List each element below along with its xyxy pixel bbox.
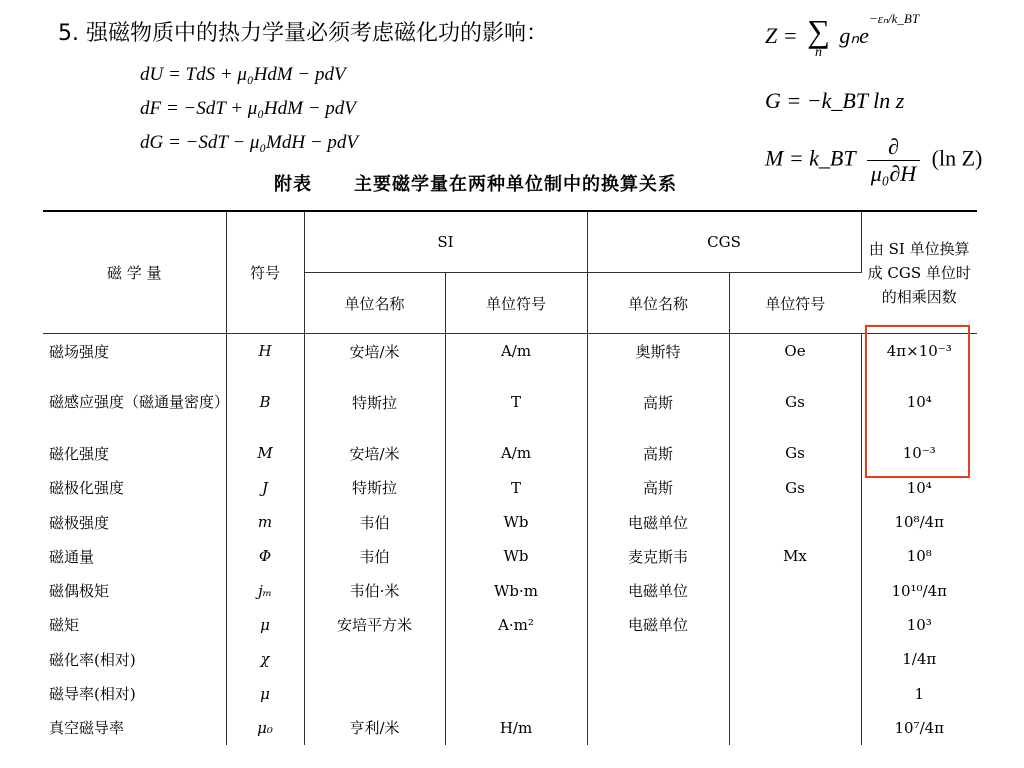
equation-dG: dG = −SdT − μ₀MdH − pdV <box>140 132 359 153</box>
cell-si-symbol: A/m <box>445 334 587 369</box>
cell-cgs-symbol <box>729 711 861 745</box>
cell-si-name: 安培平方米 <box>304 608 445 642</box>
sigma-index: n <box>815 45 822 60</box>
cell-cgs-symbol: Gs <box>729 368 861 436</box>
cell-symbol: B <box>226 368 304 436</box>
cell-symbol: H <box>226 334 304 369</box>
cell-cgs-name <box>587 711 729 745</box>
header-si: SI <box>304 211 587 273</box>
cell-si-symbol: Wb <box>445 505 587 539</box>
eq-m-numerator: ∂ <box>867 134 920 161</box>
conversion-table <box>43 210 977 745</box>
cell-factor: 10⁷/4π <box>894 718 945 737</box>
cell-cgs-name: 电磁单位 <box>587 608 729 642</box>
header-cgs-unit-symbol: 单位符号 <box>729 273 861 334</box>
table-row <box>43 505 977 539</box>
eq-m-denominator: μ₀∂H <box>870 161 917 186</box>
table-row <box>43 608 977 642</box>
cell-cgs-name: 高斯 <box>587 368 729 436</box>
cell-symbol: μ <box>226 676 304 710</box>
slide-heading: 5. 强磁物质中的热力学量必须考虑磁化功的影响： <box>58 21 548 46</box>
table-title-text: 主要磁学量在两种单位制中的换算关系 <box>354 174 677 195</box>
equation-gibbs: G = −k_BT ln z <box>765 88 905 113</box>
cell-quantity: 磁矩 <box>43 608 226 642</box>
cell-cgs-name <box>587 676 729 710</box>
sigma-symbol <box>807 13 830 60</box>
cell-symbol: μ <box>226 608 304 642</box>
equation-dF: dF = −SdT + μ₀HdM − pdV <box>140 98 356 119</box>
table-row <box>43 676 977 710</box>
cell-cgs-symbol <box>729 608 861 642</box>
cell-symbol: jₘ <box>226 573 304 607</box>
cell-cgs-symbol <box>729 642 861 676</box>
cell-quantity: 真空磁导率 <box>43 711 226 745</box>
cell-quantity: 磁通量 <box>43 539 226 573</box>
cell-quantity: 磁感应强度（磁通量密度） <box>43 368 226 436</box>
cell-factor: 10⁴ <box>906 478 932 497</box>
equation-dU: dU = TdS + μ₀HdM − pdV <box>140 64 346 85</box>
cell-si-symbol: Wb <box>445 539 587 573</box>
cell-factor: 10⁴ <box>906 393 932 412</box>
cell-cgs-symbol <box>729 676 861 710</box>
eq-m-lhs: M = k_BT <box>765 145 856 171</box>
equation-magnetization <box>765 134 982 187</box>
cell-symbol: χ <box>226 642 304 676</box>
table-title-prefix: 附表 <box>274 174 312 195</box>
cell-cgs-name <box>587 642 729 676</box>
eq-m-tail: (ln Z) <box>931 145 983 171</box>
cell-si-name: 特斯拉 <box>304 471 445 505</box>
cell-symbol: m <box>226 505 304 539</box>
eq-m-fraction <box>867 134 920 187</box>
cell-si-symbol: Wb·m <box>445 573 587 607</box>
cell-quantity: 磁偶极矩 <box>43 573 226 607</box>
cell-si-name: 韦伯 <box>304 505 445 539</box>
cell-si-name <box>304 676 445 710</box>
cell-quantity: 磁化强度 <box>43 436 226 470</box>
cell-si-name: 亨利/米 <box>304 711 445 745</box>
cell-symbol: J <box>226 471 304 505</box>
table-row <box>43 642 977 676</box>
cell-si-symbol: T <box>445 471 587 505</box>
table-row <box>43 573 977 607</box>
cell-quantity: 磁场强度 <box>43 334 226 369</box>
cell-si-symbol: A/m <box>445 436 587 470</box>
cell-factor: 4π×10⁻³ <box>886 342 952 361</box>
cell-quantity: 磁极强度 <box>43 505 226 539</box>
header-si-unit-name: 单位名称 <box>304 273 445 334</box>
cell-factor: 10⁸/4π <box>894 513 945 532</box>
cell-si-name: 安培/米 <box>304 334 445 369</box>
cell-si-symbol: A·m² <box>445 608 587 642</box>
cell-quantity: 磁极化强度 <box>43 471 226 505</box>
sigma-glyph: ∑ <box>807 13 830 49</box>
header-cgs-unit-name: 单位名称 <box>587 273 729 334</box>
cell-factor: 1 <box>914 684 925 703</box>
cell-si-name: 特斯拉 <box>304 368 445 436</box>
cell-factor: 10⁻³ <box>902 444 936 463</box>
table-title <box>274 170 677 196</box>
cell-cgs-name: 麦克斯韦 <box>587 539 729 573</box>
cell-quantity: 磁化率(相对) <box>43 642 226 676</box>
eq-z-body: gₙe <box>839 23 869 49</box>
cell-cgs-symbol <box>729 573 861 607</box>
cell-si-symbol: H/m <box>445 711 587 745</box>
table-row <box>43 334 977 369</box>
cell-cgs-name: 高斯 <box>587 471 729 505</box>
cell-factor: 10¹⁰/4π <box>891 581 948 600</box>
cell-symbol: Φ <box>226 539 304 573</box>
cell-symbol: μ₀ <box>226 711 304 745</box>
cell-cgs-name: 奥斯特 <box>587 334 729 369</box>
cell-cgs-symbol: Gs <box>729 436 861 470</box>
cell-cgs-symbol: Oe <box>729 334 861 369</box>
cell-factor: 10³ <box>906 615 932 634</box>
table-row <box>43 539 977 573</box>
factor-highlight-box <box>865 325 970 478</box>
cell-cgs-symbol: Gs <box>729 471 861 505</box>
cell-cgs-name: 电磁单位 <box>587 573 729 607</box>
header-quantity: 磁 学 量 <box>43 211 226 334</box>
equation-partition-function <box>765 10 920 60</box>
cell-si-name: 韦伯 <box>304 539 445 573</box>
cell-cgs-symbol <box>729 505 861 539</box>
header-cgs: CGS <box>587 211 861 273</box>
cell-factor: 1/4π <box>902 650 937 669</box>
cell-cgs-name: 高斯 <box>587 436 729 470</box>
cell-si-symbol <box>445 642 587 676</box>
cell-si-symbol: T <box>445 368 587 436</box>
cell-cgs-symbol: Mx <box>729 539 861 573</box>
cell-si-symbol <box>445 676 587 710</box>
cell-si-name: 安培/米 <box>304 436 445 470</box>
header-symbol: 符号 <box>226 211 304 334</box>
cell-si-name: 韦伯·米 <box>304 573 445 607</box>
table-row <box>43 471 977 505</box>
table-row <box>43 368 977 436</box>
header-factor: 由 SI 单位换算成 CGS 单位时的相乘因数 <box>861 211 977 334</box>
eq-z-exponent: −εₙ/k_BT <box>868 10 920 26</box>
eq-z-lhs: Z = <box>765 23 798 49</box>
table-row <box>43 711 977 745</box>
header-si-unit-symbol: 单位符号 <box>445 273 587 334</box>
cell-si-name <box>304 642 445 676</box>
cell-symbol: M <box>226 436 304 470</box>
cell-quantity: 磁导率(相对) <box>43 676 226 710</box>
table-row <box>43 436 977 470</box>
cell-factor: 10⁸ <box>906 547 932 566</box>
cell-cgs-name: 电磁单位 <box>587 505 729 539</box>
